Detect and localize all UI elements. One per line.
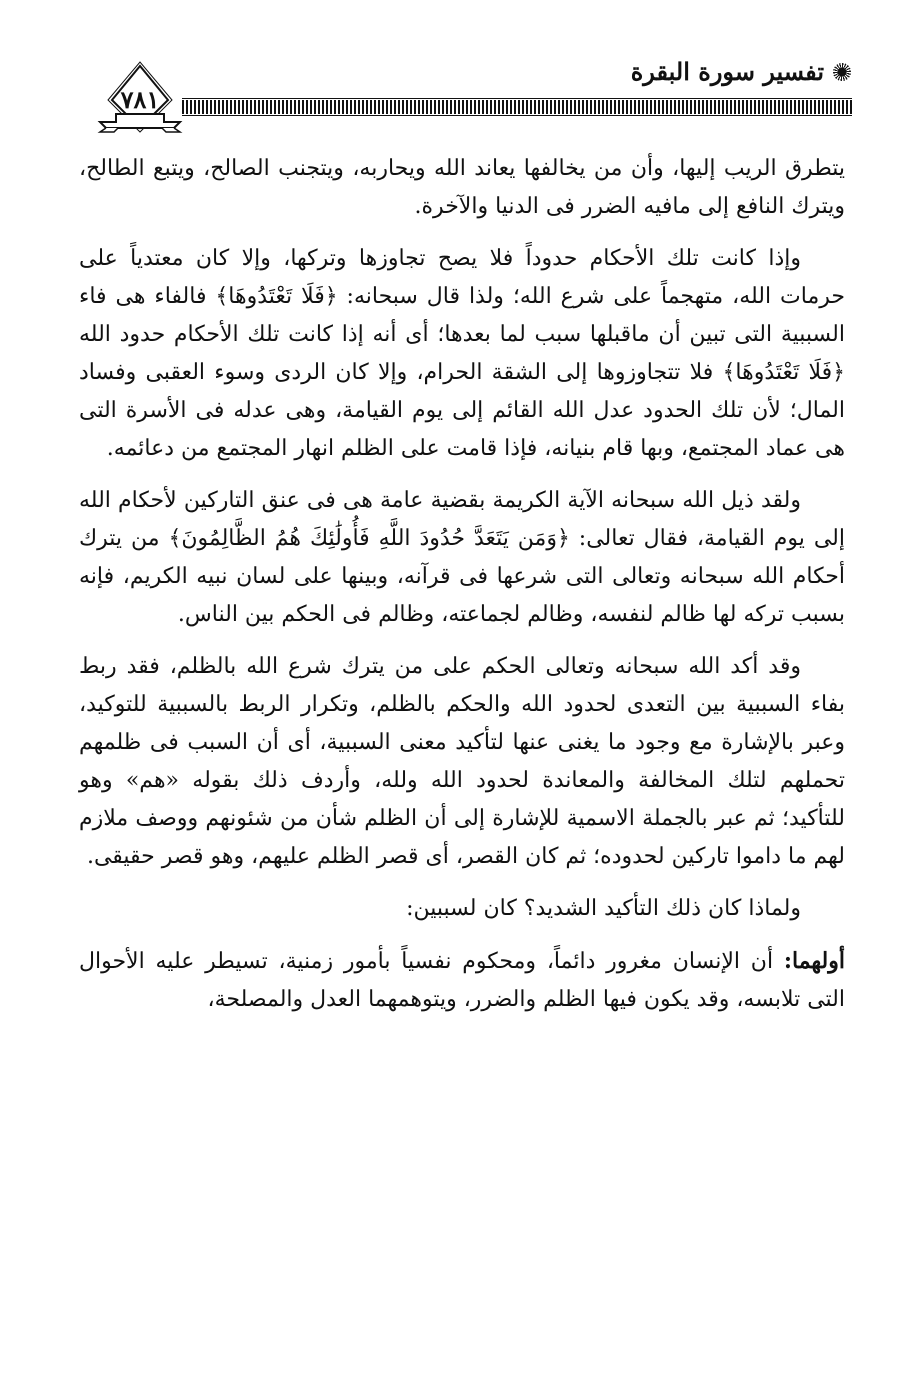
page-title: تفسير سورة البقرة xyxy=(630,57,824,86)
paragraph-1: يتطرق الريب إليها، وأن من يخالفها يعاند الله ويحاربه، ويتجنب الصالح، ويتبع الطالح، ويترك النافع إلى مافيه الضرر فى الدنيا والآخرة. xyxy=(79,156,845,219)
page-header xyxy=(92,58,852,138)
header-divider xyxy=(182,100,852,114)
paragraph-6-text: أن الإنسان مغرور دائماً، ومحكوم نفسياً بأمور زمنية، تسيطر عليه الأحوال التى تلابسه، وقد يكون فيها الظلم والضرر، ويتوهمهما العدل والمصلحة، xyxy=(79,949,845,1012)
paragraph-2: وإذا كانت تلك الأحكام حدوداً فلا يصح تجاوزها وتركها، وإلا كان معتدياً على حرمات الله، متهجماً على شرع الله؛ ولذا قال سبحانه: ﴿فَلَا تَعْتَدُوهَا﴾ فالفاء هى فاء السببية التى تبين أن ماقبلها سبب لما بعدها؛ أى أنه إذا كانت تلك الأحكام حدود الله ﴿فَلَا تَعْتَدُوهَا﴾ فلا تتجاوزوها إلى الشقة الحرام، وإلا كان الردى وسوء العقبى وفساد المال؛ لأن تلك الحدود عدل الله القائم إلى يوم القيامة، وهى عدله فى الأسرة التى هى عماد المجتمع، وبها قام بنيانه، فإذا قامت على الظلم انهار المجتمع من دعائمه. xyxy=(79,246,845,461)
page-number: ٧٨١ xyxy=(120,85,160,114)
page-number-badge xyxy=(92,58,188,136)
paragraph-6 xyxy=(79,942,845,1019)
paragraph-6-lead: أولهما: xyxy=(783,948,845,974)
paragraph-5: ولماذا كان ذلك التأكيد الشديد؟ كان لسببين: xyxy=(406,896,801,921)
page-content xyxy=(79,150,845,1033)
paragraph-4: وقد أكد الله سبحانه وتعالى الحكم على من يترك شرع الله بالظلم، فقد ربط بفاء السببية بين التعدى لحدود الله والحكم بالظلم، وتكرار الربط بالسببية للتوكيد، وعبر بالإشارة مع وجود ما يغنى عنها لتأكيد معنى السببية، أى أن السبب فى ظلمهم تحملهم لتلك المخالفة والمعاندة لحدود الله ولله، وأردف ذلك بقوله «هم» وهو للتأكيد؛ ثم عبر بالجملة الاسمية للإشارة إلى أن الظلم شأن من شئونهم ووصف ملازم لهم ما داموا تاركين لحدوده؛ ثم كان القصر، أى قصر الظلم عليهم، وهو قصر حقيقى. xyxy=(79,654,845,869)
paragraph-3: ولقد ذيل الله سبحانه الآية الكريمة بقضية عامة هى فى عنق التاركين لأحكام الله إلى يوم القيامة، فقال تعالى: ﴿وَمَن يَتَعَدَّ حُدُودَ اللَّهِ فَأُولَٰئِكَ هُمُ الظَّالِمُونَ﴾ من يترك أحكام الله سبحانه وتعالى التى شرعها فى قرآنه، وبينها على لسان نبيه الكريم، فإنه بسبب تركه لها ظالم لنفسه، وظالم لجماعته، وظالم فى الحكم بين الناس. xyxy=(79,488,845,627)
header-title-wrap xyxy=(630,57,852,86)
flower-ornament-icon xyxy=(832,62,852,82)
